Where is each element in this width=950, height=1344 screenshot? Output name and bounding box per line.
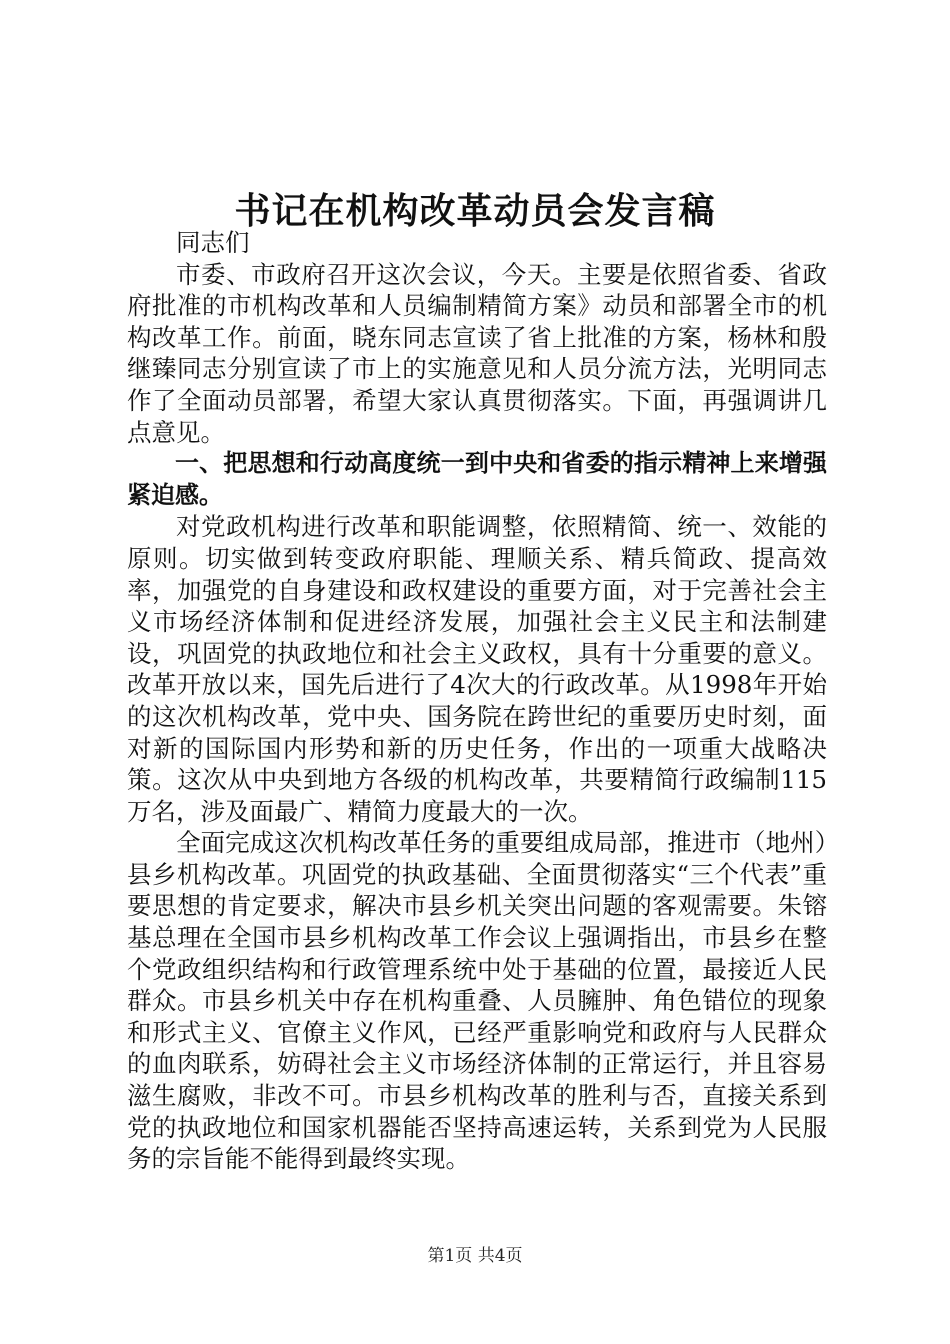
body-paragraph: 对党政机构进行改革和职能调整，依照精简、统一、效能的原则。切实做到转变政府职能、理顺关系、精兵简政、提高效率，加强党的自身建设和政权建设的重要方面，对于完善社会主义市场经济体制和促进经济发展，加强社会主义民主和法制建设，巩固党的执政地位和社会主义政权，具有十分重要的意义。改革开放以来，国先后进行了4次大的行政改革。从1998年开始的这次机构改革，党中央、国务院在跨世纪的重要历史时刻，面对新的国际国内形势和新的历史任务，作出的一项重大战略决策。这次从中央到地方各级的机构改革，共要精简行政编制115万名，涉及面最广、精简力度最大的一次。 <box>127 512 827 826</box>
body-paragraph: 全面完成这次机构改革任务的重要组成局部，推进市（地州）县乡机构改革。巩固党的执政基础、全面贯彻落实“三个代表”重要思想的肯定要求，解决市县乡机关突出问题的客观需要。朱镕基总理在全国市县乡机构改革工作会议上强调指出，市县乡在整个党政组织结构和行政管理系统中处于基础的位置，最接近人民群众。市县乡机关中存在机构重叠、人员臃肿、角色错位的现象和形式主义、官僚主义作风，已经严重影响党和政府与人民群众的血肉联系，妨碍社会主义市场经济体制的正常运行，并且容易滋生腐败，非改不可。市县乡机构改革的胜利与否，直接关系到党的执政地位和国家机器能否坚持高速运转，关系到党为人民服务的宗旨能不能得到最终实现。 <box>127 828 827 1174</box>
body-paragraph: 市委、市政府召开这次会议，今天。主要是依照省委、省政府批准的市机构改革和人员编制精简方案》动员和部署全市的机构改革工作。前面，晓东同志宣读了省上批准的方案，杨林和殷继臻同志分别宣读了市上的实施意见和人员分流方法，光明同志作了全面动员部署，希望大家认真贯彻落实。下面，再强调讲几点意见。 <box>127 259 827 447</box>
document-body <box>127 227 827 1175</box>
section-heading: 一、把思想和行动高度统一到中央和省委的指示精神上来增强紧迫感。 <box>127 449 827 509</box>
page-number-footer: 第1页 共4页 <box>427 1246 523 1266</box>
document-title: 书记在机构改革动员会发言稿 <box>234 191 716 232</box>
greeting-paragraph: 同志们 <box>176 228 250 257</box>
